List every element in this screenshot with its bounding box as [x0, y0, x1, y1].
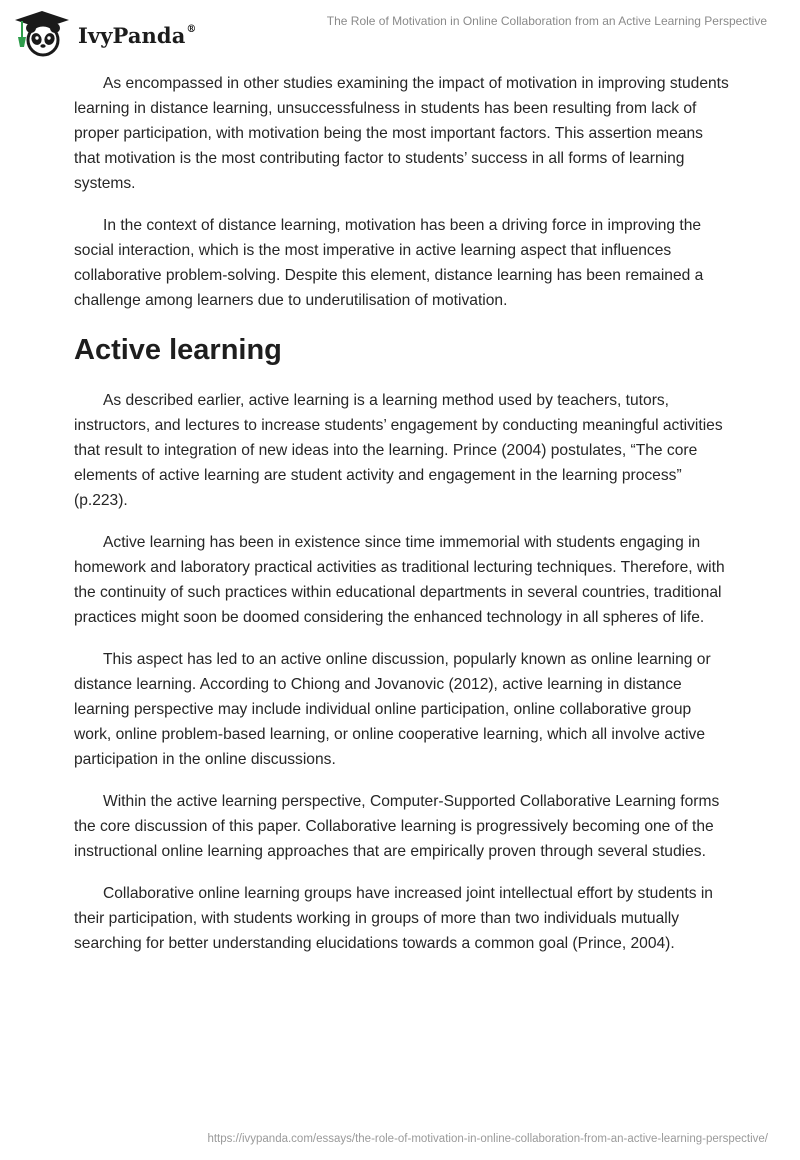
panda-graduation-cap-icon [14, 9, 72, 57]
paragraph: As encompassed in other studies examining the impact of motivation in improving students learning in distance learning, unsuccessfulness in students has been resulting from lack of proper participation, with motivation being the most important factors. This assertion means that motivation is the most contributing factor to students’ success in all forms of learning systems. [74, 75, 729, 192]
paragraph: Active learning has been in existence since time immemorial with students engaging in homework and laboratory practical activities as traditional lecturing techniques. Therefore, with the continuity of such practices within educational departments in several countries, traditional practices might soon be doomed considering the enhanced technology in all spheres of life. [74, 534, 725, 626]
source-url[interactable]: https://ivypanda.com/essays/the-role-of-motivation-in-online-collaboration-from-an-active-learning-perspective/ [207, 1133, 768, 1145]
paragraph: Collaborative online learning groups have increased joint intellectual effort by students in their participation, with students working in groups of more than two individuals mutually searching for better understanding elucidations towards a common goal (Prince, 2004). [74, 885, 713, 952]
page-header [0, 0, 800, 62]
registered-mark: ® [186, 23, 197, 35]
document-title: The Role of Motivation in Online Collaboration from an Active Learning Perspective [326, 14, 767, 28]
brand-name: IvyPanda® [78, 22, 197, 48]
section-heading: Active learning [74, 334, 282, 366]
essay-content [74, 71, 730, 973]
paragraph: Within the active learning perspective, Computer-Supported Collaborative Learning forms the core discussion of this paper. Collaborative learning is progressively becoming one of the instructional online learning approaches that are empirically proven through several studies. [74, 793, 720, 860]
paragraph: In the context of distance learning, motivation has been a driving force in improving the social interaction, which is the most imperative in active learning aspect that influences collaborative problem-solving. Despite this element, distance learning has been remained a challenge among learners due to underutilisation of motivation. [74, 217, 704, 309]
paragraph: This aspect has led to an active online discussion, popularly known as online learning or distance learning. According to Chiong and Jovanovic (2012), active learning in distance learning perspective may include individual online participation, online collaborative group work, online problem-based learning, or online cooperative learning, which all involve active participation in the online discussions. [74, 651, 711, 768]
paragraph: As described earlier, active learning is a learning method used by teachers, tutors, instructors, and lectures to increase students’ engagement by conducting meaningful activities that result to integration of new ideas into the learning. Prince (2004) postulates, “The core elements of active learning are student activity and engagement in the learning process” (p.223). [74, 392, 723, 509]
brand-logo[interactable] [14, 9, 197, 57]
